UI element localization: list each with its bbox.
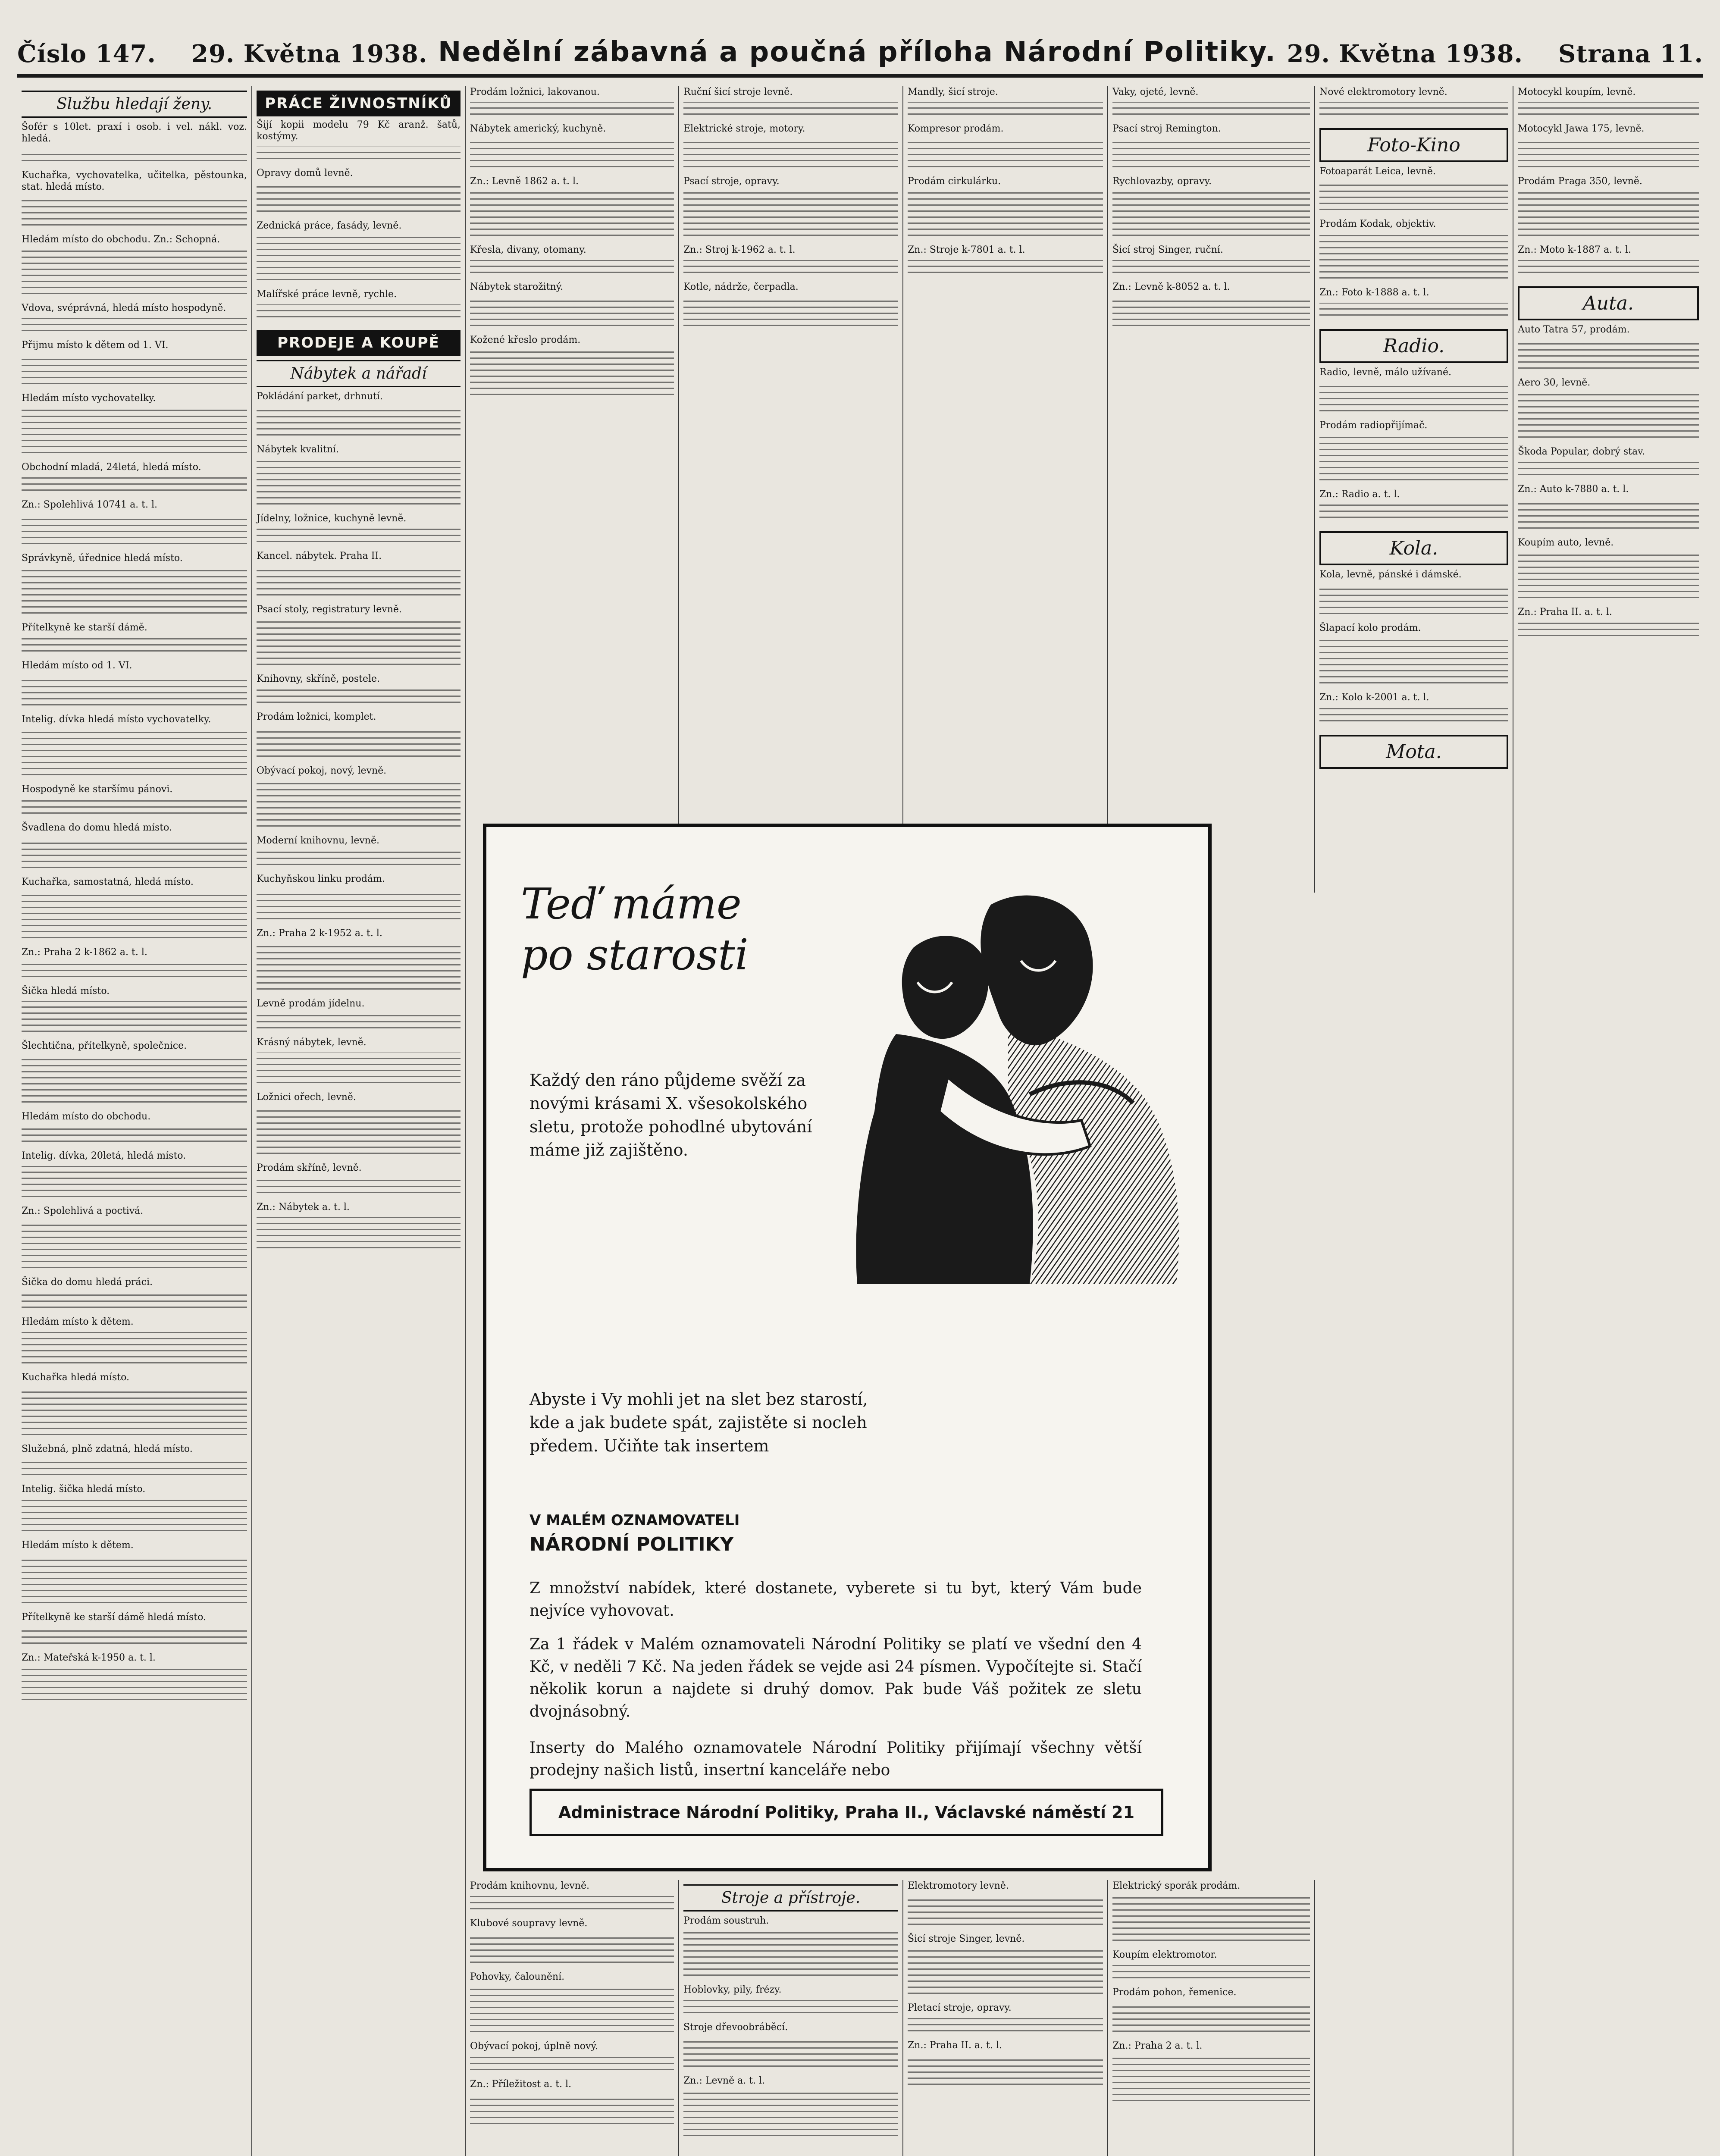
ad-text-lines xyxy=(683,2091,898,2141)
ad-text-lines xyxy=(470,2094,674,2129)
ad-text-lines xyxy=(1319,182,1508,215)
classified-ad: Přítelkyně ke starší dámě. xyxy=(22,622,147,633)
column-4-top xyxy=(679,86,903,893)
classified-ad: Zn.: Spolehlivá 10741 a. t. l. xyxy=(22,499,158,510)
classified-ad: Zn.: Příležitost a. t. l. xyxy=(470,2079,572,2090)
classified-ad: Kompresor prodám. xyxy=(908,123,1004,134)
classified-ad: Prodám ložnici, komplet. xyxy=(257,711,376,722)
classified-ad: Šička do domu hledá práci. xyxy=(22,1277,153,1288)
classified-ad: Obchodní mladá, 24letá, hledá místo. xyxy=(22,462,201,473)
classified-ad: Kuchařka, vychovatelka, učitelka, pěstounka, stat. hledá místo. xyxy=(22,170,247,192)
ad-text-lines xyxy=(257,1178,461,1198)
ad-text-lines xyxy=(22,676,247,710)
ad-advertiser-big: NÁRODNÍ POLITIKY xyxy=(529,1533,734,1555)
ad-text-lines xyxy=(683,260,898,278)
column-1 xyxy=(17,86,252,2156)
classified-ad: Šlapací kolo prodám. xyxy=(1319,623,1421,633)
classified-ad: Správkyně, úřednice hledá místo. xyxy=(22,553,183,564)
ads-list-col1 xyxy=(22,121,247,1708)
ad-text-lines xyxy=(1319,102,1508,119)
classified-ad: Prodám knihovnu, levně. xyxy=(470,1880,589,1891)
classified-ad: Zn.: Stroje k-7801 a. t. l. xyxy=(908,244,1025,255)
ad-text-lines xyxy=(22,1332,247,1368)
classified-ad: Zn.: Levně 1862 a. t. l. xyxy=(470,176,579,187)
ad-text-lines xyxy=(257,183,461,216)
ad-text-lines xyxy=(908,102,1103,119)
ad-text-lines xyxy=(257,529,461,547)
classified-ad: Motocykl koupím, levně. xyxy=(1518,87,1636,97)
classified-ad: Prodám cirkulárku. xyxy=(908,176,1001,187)
ad-text-lines xyxy=(470,260,674,278)
ad-text-lines xyxy=(22,1668,247,1705)
ad-text-lines xyxy=(257,407,461,440)
classified-ad: Hledám místo k dětem. xyxy=(22,1316,134,1327)
ad-text-lines xyxy=(908,260,1103,278)
classified-ad: Zn.: Foto k-1888 a. t. l. xyxy=(1319,287,1429,298)
classified-ad: Šofér s 10let. praxí i osob. i vel. nákl. voz. hledá. xyxy=(22,122,247,144)
classified-ad: Nábytek starožitný. xyxy=(470,282,564,292)
ad-text-lines xyxy=(1518,102,1699,119)
ad-text-lines xyxy=(1518,191,1699,241)
ad-text-lines xyxy=(22,318,247,336)
classified-ad: Pohovky, čalounění. xyxy=(470,1971,565,1982)
classified-ad: Mandly, šicí stroje. xyxy=(908,87,998,97)
classified-ad: Obývací pokoj, úplně nový. xyxy=(470,2041,598,2052)
classified-ad: Jídelny, ložnice, kuchyně levně. xyxy=(257,513,407,524)
ads-list-col6a xyxy=(1112,86,1310,334)
classified-ad: Prodám ložnici, lakovanou. xyxy=(470,87,600,97)
classified-ad: Šlechtična, přítelkyně, společnice. xyxy=(22,1040,187,1051)
issue-number: Číslo 147. xyxy=(17,40,156,68)
ad-text-lines xyxy=(908,191,1103,241)
ad-text-lines xyxy=(257,943,461,994)
classified-ad: Koupím elektromotor. xyxy=(1112,1949,1217,1960)
ad-text-lines xyxy=(257,566,461,600)
ads-list-col7a xyxy=(1319,86,1508,123)
classified-ad: Stroje dřevoobráběcí. xyxy=(683,2022,788,2033)
ad-text-lines xyxy=(22,1127,247,1147)
masthead-title: Nedělní zábavná a poučná příloha Národní Politiky. xyxy=(438,36,1276,68)
ad-text-lines xyxy=(22,568,247,618)
section-header-auta: Auta. xyxy=(1518,286,1699,320)
ad-text-lines xyxy=(908,1896,1103,1930)
ad-paragraph-3: Inserty do Malého oznamovatele Národní Politiky přijímají všechny větší prodejny našich listů, insertní kanceláře nebo xyxy=(529,1739,1142,1779)
classified-ad: Klubové soupravy levně. xyxy=(470,1918,588,1929)
classified-ad: Prodám soustruh. xyxy=(683,1915,769,1926)
column-3-bottom xyxy=(466,1880,679,2156)
classified-ad: Škoda Popular, dobrý stav. xyxy=(1518,446,1645,457)
classified-ad: Zn.: Levně k-8052 a. t. l. xyxy=(1112,282,1230,292)
classified-ad: Zn.: Praha 2 a. t. l. xyxy=(1112,2040,1203,2051)
ad-text-lines xyxy=(1319,234,1508,283)
classified-ad: Zn.: Levně a. t. l. xyxy=(683,2075,765,2086)
ad-headline xyxy=(521,879,849,981)
ad-text-lines xyxy=(1112,102,1310,119)
classified-ad: Elektromotory levně. xyxy=(908,1880,1009,1891)
classified-ad: Nábytek kvalitní. xyxy=(257,444,339,455)
ad-text-lines xyxy=(257,460,461,509)
classified-ad: Kancel. nábytek. Praha II. xyxy=(257,551,382,561)
classified-ad: Pletací stroje, opravy. xyxy=(908,2002,1012,2013)
section-header-nabytek: Nábytek a nářadí xyxy=(257,360,461,387)
ad-text-lines xyxy=(470,102,674,119)
section-header-prace: PRÁCE ŽIVNOSTNÍKŮ xyxy=(257,91,461,116)
classified-ad: Motocykl Jawa 175, levně. xyxy=(1518,123,1645,134)
ad-text-lines xyxy=(257,147,461,164)
ad-text-lines xyxy=(257,236,461,285)
ads-list-col5a xyxy=(908,86,1103,281)
classified-ad: Šijí kopii modelu 79 Kč aranž. šatů, kostýmy. xyxy=(257,119,461,142)
column-5-bottom xyxy=(903,1880,1108,2156)
ad-text-lines xyxy=(257,851,461,870)
ad-text-lines xyxy=(257,1217,461,1253)
classified-ad: Hledám místo do obchodu. xyxy=(22,1111,151,1122)
classified-ad: Auto Tatra 57, prodám. xyxy=(1518,324,1630,335)
ad-text-lines xyxy=(1319,303,1508,320)
classified-ad: Vaky, ojeté, levně. xyxy=(1112,87,1199,97)
classified-ad: Zn.: Praha II. a. t. l. xyxy=(1518,607,1612,617)
classified-ad: Zn.: Kolo k-2001 a. t. l. xyxy=(1319,692,1429,703)
ad-text-lines xyxy=(22,730,247,780)
section-header-mota: Mota. xyxy=(1319,735,1508,769)
ads-list-col4b xyxy=(683,1915,898,2144)
ad-text-lines xyxy=(22,1499,247,1536)
ad-text-lines xyxy=(257,304,461,322)
ad-text-lines xyxy=(1112,2002,1310,2037)
ad-text-lines xyxy=(22,1555,247,1608)
ad-text-lines xyxy=(257,1107,461,1159)
classified-ad: Kuchyňskou linku prodám. xyxy=(257,874,385,884)
ads-list-col8b xyxy=(1518,324,1699,644)
column-3-top xyxy=(466,86,679,893)
ad-text-lines xyxy=(470,139,674,172)
ad-text-lines xyxy=(470,297,674,331)
section-header-sluzbu: Službu hledají ženy. xyxy=(22,91,247,118)
classified-ad: Šicí stroje Singer, levně. xyxy=(908,1934,1025,1944)
classified-ad: Radio, levně, málo užívané. xyxy=(1319,367,1451,378)
section-header-prodeje: PRODEJE A KOUPĚ xyxy=(257,330,461,356)
classified-ad: Služebná, plně zdatná, hledá místo. xyxy=(22,1444,193,1454)
classified-ad: Psací stroje, opravy. xyxy=(683,176,780,187)
classified-ad: Kola, levně, pánské i dámské. xyxy=(1319,569,1462,580)
classified-ad: Zn.: Praha 2 k-1862 a. t. l. xyxy=(22,947,147,958)
issue-date-right: 29. Května 1938. xyxy=(1287,40,1523,68)
ad-text-lines xyxy=(22,250,247,299)
classified-ad: Opravy domů levně. xyxy=(257,168,353,179)
ad-text-lines xyxy=(22,197,247,230)
section-header-kola: Kola. xyxy=(1319,531,1508,565)
classified-ad: Hledám místo do obchodu. Zn.: Schopná. xyxy=(22,234,220,245)
classified-ad: Obývací pokoj, nový, levně. xyxy=(257,765,387,776)
classified-ad: Malířské práce levně, rychle. xyxy=(257,289,397,300)
classified-ad: Zn.: Moto k-1887 a. t. l. xyxy=(1518,244,1632,255)
ad-text-lines xyxy=(1319,708,1508,726)
ad-text-lines xyxy=(1112,139,1310,172)
classified-ad: Ložnici ořech, levně. xyxy=(257,1092,356,1103)
ad-headline-line2: po starosti xyxy=(521,931,749,980)
classified-ad: Levně prodám jídelnu. xyxy=(257,998,365,1009)
ad-text-lines xyxy=(1518,393,1699,442)
ad-text-lines xyxy=(1112,2056,1310,2106)
masthead-right xyxy=(1287,40,1703,68)
ad-text-lines xyxy=(22,638,247,656)
classified-ad: Hledám místo od 1. VI. xyxy=(22,660,132,671)
classified-ad: Zn.: Stroj k-1962 a. t. l. xyxy=(683,244,796,255)
classified-ad: Intelig. šička hledá místo. xyxy=(22,1484,146,1495)
masthead xyxy=(17,13,1703,78)
section-header-radio: Radio. xyxy=(1319,329,1508,363)
classified-ad: Pokládání parket, drhnutí. xyxy=(257,391,383,402)
ad-text-lines xyxy=(908,1949,1103,1999)
classified-ad: Švadlena do domu hledá místo. xyxy=(22,822,172,833)
ad-text-lines xyxy=(470,2056,674,2075)
classified-ad: Zn.: Mateřská k-1950 a. t. l. xyxy=(22,1652,156,1663)
ads-list-col7b xyxy=(1319,166,1508,324)
classified-ad: Intelig. dívka hledá místo vychovatelky. xyxy=(22,714,211,725)
ad-body-2: Abyste i Vy mohli jet na slet bez starostí, kde a jak budete spát, zajistěte si nocleh předem. Učiňte tak insertem xyxy=(529,1390,868,1455)
ad-text-lines xyxy=(470,1896,674,1914)
classified-ad: Šicí stroj Singer, ruční. xyxy=(1112,244,1223,255)
ad-text-lines xyxy=(257,620,461,670)
column-6-top xyxy=(1108,86,1315,893)
column-5-top xyxy=(903,86,1108,893)
classified-ad: Aero 30, levně. xyxy=(1518,377,1591,388)
ad-text-lines xyxy=(22,355,247,389)
classified-ad: Intelig. dívka, 20letá, hledá místo. xyxy=(22,1150,186,1161)
ad-text-lines xyxy=(1112,297,1310,331)
classified-ad: Psací stroj Remington. xyxy=(1112,123,1221,134)
ads-list-col3a xyxy=(470,86,674,403)
ads-list-col2b xyxy=(257,391,461,1257)
ad-text-lines xyxy=(1518,139,1699,172)
ad-text-lines xyxy=(22,1056,247,1107)
classified-ad: Hoblovky, pily, frézy. xyxy=(683,1984,782,1995)
ads-list-col7d xyxy=(1319,569,1508,730)
ad-text-lines xyxy=(22,838,247,873)
classified-ad: Přítelkyně ke starší dámě hledá místo. xyxy=(22,1612,206,1623)
classified-ad: Zn.: Praha 2 k-1952 a. t. l. xyxy=(257,928,382,939)
ad-text-lines xyxy=(22,1627,247,1648)
classified-ad: Hledám místo vychovatelky. xyxy=(22,393,156,404)
ad-text-lines xyxy=(1112,1896,1310,1946)
ad-text-lines xyxy=(1518,499,1699,533)
classified-ad: Prodám pohon, řemenice. xyxy=(1112,1987,1237,1998)
ad-text-lines xyxy=(257,889,461,924)
ad-text-lines xyxy=(257,1053,461,1088)
ads-list-col5b xyxy=(908,1880,1103,2093)
classified-ad: Hospodyně ke staršímu pánovi. xyxy=(22,784,173,795)
classified-ad: Šička hledá místo. xyxy=(22,986,110,997)
classified-ad: Kuchařka hledá místo. xyxy=(22,1372,129,1383)
ads-list-col2a xyxy=(257,119,461,326)
classified-ad: Nábytek americký, kuchyně. xyxy=(470,123,606,134)
column-8 xyxy=(1513,86,1703,2156)
classified-ad: Ruční šicí stroje levně. xyxy=(683,87,793,97)
ad-text-lines xyxy=(1518,462,1699,480)
ad-headline-line1: Teď máme xyxy=(521,880,742,929)
ad-text-lines xyxy=(1518,340,1699,373)
ad-advertiser xyxy=(529,1508,857,1557)
ad-paragraph-1: Z množství nabídek, které dostanete, vyberete si tu byt, který Vám bude nejvíce vyhovovat. xyxy=(529,1579,1142,1620)
classified-ad: Zn.: Spolehlivá a poctivá. xyxy=(22,1206,144,1216)
classified-ad: Zn.: Nábytek a. t. l. xyxy=(257,1202,350,1213)
ad-paragraph-2: Za 1 řádek v Malém oznamovateli Národní Politiky se platí ve všední den 4 Kč, v neděli 7 Kč. Na jeden řádek se vejde asi 24 písmen. Vypočítejte si. Stačí několik korun a najdete si druhý domov. Pak bude Váš požitek ze sletu dvojnásobný. xyxy=(529,1636,1142,1720)
ad-text-lines xyxy=(257,727,461,761)
ad-text-lines xyxy=(683,139,898,172)
classified-ad: Prodám skříně, levně. xyxy=(257,1163,362,1173)
classified-ad: Psací stoly, registratury levně. xyxy=(257,604,402,615)
classified-ad: Prodám Kodak, objektiv. xyxy=(1319,219,1436,229)
ad-text-lines xyxy=(1112,260,1310,278)
ads-list-col8a xyxy=(1518,86,1699,281)
ad-text-lines xyxy=(22,515,247,549)
classified-ad: Zn.: Praha II. a. t. l. xyxy=(908,2040,1002,2051)
ad-text-lines xyxy=(257,689,461,708)
ad-text-lines xyxy=(470,1934,674,1968)
ads-list-col6b xyxy=(1112,1880,1310,2109)
ad-text-lines xyxy=(1319,436,1508,485)
ad-text-lines xyxy=(470,350,674,400)
ad-text-lines xyxy=(683,1931,898,1981)
classified-ad: Hledám místo k dětem. xyxy=(22,1540,134,1551)
ad-text-lines xyxy=(470,1987,674,2037)
ad-text-lines xyxy=(683,191,898,241)
column-7 xyxy=(1315,86,1513,2156)
ad-text-lines xyxy=(1319,585,1508,619)
classified-ad: Koupím auto, levně. xyxy=(1518,537,1614,548)
ad-text-lines xyxy=(1319,505,1508,523)
ad-text-lines xyxy=(1518,553,1699,603)
ad-text-lines xyxy=(22,1166,247,1202)
ad-text-lines xyxy=(1112,1965,1310,1983)
classified-ad: Elektrický sporák prodám. xyxy=(1112,1880,1241,1891)
ad-advertiser-small: V MALÉM OZNAMOVATELI xyxy=(529,1512,740,1529)
ad-text-lines xyxy=(1518,260,1699,278)
ads-list-col4a xyxy=(683,86,898,334)
classified-ad: Fotoaparát Leica, levně. xyxy=(1319,166,1436,177)
classified-ad: Zn.: Auto k-7880 a. t. l. xyxy=(1518,484,1629,495)
ad-body-1: Každý den ráno půjdeme svěží za novými krásami X. všesokolského sletu, protože pohodlné ubytování máme již zajištěno. xyxy=(529,1071,812,1159)
ad-text-lines xyxy=(22,1221,247,1273)
column-2 xyxy=(252,86,466,2156)
center-advertisement xyxy=(483,824,1212,1871)
ad-text-lines xyxy=(257,781,461,831)
ad-text-lines xyxy=(470,191,674,241)
page-number: Strana 11. xyxy=(1558,40,1703,68)
ad-footer-box: Administrace Národní Politiky, Praha II., Václavské náměstí 21 xyxy=(529,1789,1163,1836)
ad-text-lines xyxy=(1319,382,1508,416)
classified-ad: Prodám Praga 350, levně. xyxy=(1518,176,1642,187)
masthead-left xyxy=(17,40,427,68)
ads-list-col3b xyxy=(470,1880,674,2132)
classified-ad: Knihovny, skříně, postele. xyxy=(257,674,380,684)
classified-ad: Nové elektromotory levně. xyxy=(1319,87,1447,97)
classified-ad: Prodám radiopřijímač. xyxy=(1319,420,1428,431)
classified-ad: Vdova, svéprávná, hledá místo hospodyně. xyxy=(22,303,226,313)
issue-date: 29. Května 1938. xyxy=(191,40,428,68)
ad-text-lines xyxy=(908,139,1103,172)
ad-text-lines xyxy=(908,2056,1103,2090)
ad-text-lines xyxy=(22,1459,247,1480)
ad-text-lines xyxy=(22,1001,247,1037)
ad-text-lines xyxy=(1319,638,1508,688)
section-header-stroje: Stroje a přístroje. xyxy=(683,1884,898,1912)
ad-text-lines xyxy=(257,1014,461,1033)
ad-text-lines xyxy=(1112,191,1310,241)
ad-text-lines xyxy=(683,2000,898,2018)
ad-text-lines xyxy=(908,2018,1103,2036)
ad-text-lines xyxy=(22,149,247,166)
classified-ad: Kuchařka, samostatná, hledá místo. xyxy=(22,877,194,887)
ad-text-lines xyxy=(1518,622,1699,641)
couple-illustration xyxy=(805,853,1194,1319)
classified-ad: Přijmu místo k dětem od 1. VI. xyxy=(22,340,169,351)
ad-text-lines xyxy=(22,892,247,943)
classified-ad: Moderní knihovnu, levně. xyxy=(257,835,379,846)
classified-ad: Kotle, nádrže, čerpadla. xyxy=(683,282,799,292)
ad-text-lines xyxy=(22,962,247,982)
section-header-foto-kino: Foto-Kino xyxy=(1319,128,1508,162)
classified-ad: Krásný nábytek, levně. xyxy=(257,1037,367,1048)
ad-text-lines xyxy=(683,2037,898,2071)
ads-list-col7c xyxy=(1319,367,1508,526)
ad-text-lines xyxy=(22,1388,247,1440)
ad-text-lines xyxy=(22,799,247,818)
classified-ad: Zn.: Radio a. t. l. xyxy=(1319,489,1400,500)
ad-text-lines xyxy=(683,297,898,331)
classified-ad: Elektrické stroje, motory. xyxy=(683,123,805,134)
column-6-bottom xyxy=(1108,1880,1315,2156)
ad-text-lines xyxy=(22,477,247,495)
classified-ad: Kožené křeslo prodám. xyxy=(470,335,581,345)
ad-text-lines xyxy=(22,1292,247,1313)
classified-ad: Křesla, divany, otomany. xyxy=(470,244,586,255)
classified-ad: Zednická práce, fasády, levně. xyxy=(257,220,402,231)
classified-ad: Rychlovazby, opravy. xyxy=(1112,176,1212,187)
column-4-bottom xyxy=(679,1880,903,2156)
ad-text-lines xyxy=(683,102,898,119)
ad-text-lines xyxy=(22,408,247,458)
